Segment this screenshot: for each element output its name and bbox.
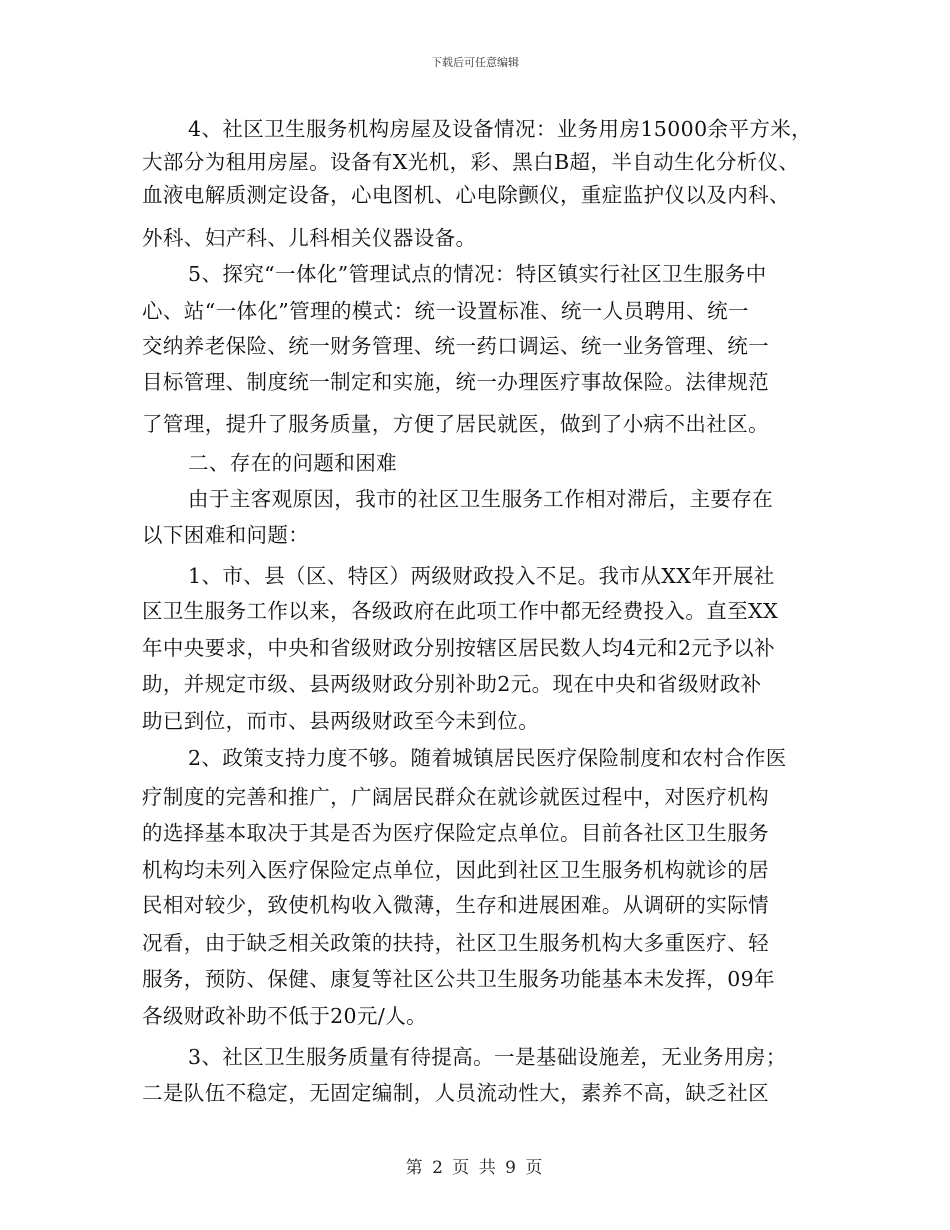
text-line: 机构均未列入医疗保险定点单位，因此到社区卫生服务机构就诊的居 [142, 858, 769, 882]
text-line: 5、探究“一体化”管理试点的情况：特区镇实行社区卫生服务中 [188, 262, 767, 286]
text-line: 助已到位，而市、县两级财政至今未到位。 [142, 709, 540, 733]
text-line: 服务，预防、保健、康复等社区公共卫生服务功能基本未发挥，09年 [142, 967, 775, 991]
text-line: 二是队伍不稳定，无固定编制，人员流动性大，素养不高，缺乏社区 [142, 1081, 769, 1105]
text-line: 3、社区卫生服务质量有待提高。一是基础设施差，无业务用房； [188, 1045, 787, 1069]
text-line: 心、站“一体化”管理的模式：统一设置标准、统一人员聘用、统一 [142, 299, 749, 323]
text-line: 民相对较少，致使机构收入微薄，生存和进展困难。从调研的实际情 [142, 893, 769, 917]
text-line: 了管理，提升了服务质量，方便了居民就医，做到了小病不出社区。 [142, 412, 769, 436]
text-line: 目标管理、制度统一制定和实施，统一办理医疗事故保险。法律规范 [142, 370, 769, 394]
text-line: 2、政策支持力度不够。随着城镇居民医疗保险制度和农村合作医 [188, 746, 787, 770]
text-line: 大部分为租用房屋。设备有X光机，彩、黑白B超，半自动生化分析仪、 [142, 150, 800, 174]
text-line: 血液电解质测定设备，心电图机、心电除颤仪，重症监护仪以及内科、 [142, 183, 790, 207]
page-footer: 第 2 页 共 9 页 [405, 1158, 545, 1178]
text-line: 外科、妇产科、儿科相关仪器设备。 [142, 226, 477, 250]
text-line: 1、市、县（区、特区）两级财政投入不足。我市从XX年开展社 [188, 564, 775, 588]
text-line: 年中央要求，中央和省级财政分别按辖区居民数人均4元和2元予以补 [142, 636, 775, 660]
text-line: 的选择基本取决于其是否为医疗保险定点单位。目前各社区卫生服务 [142, 821, 769, 845]
text-line: 疗制度的完善和推广，广阔居民群众在就诊就医过程中，对医疗机构 [142, 785, 769, 809]
text-line: 4、社区卫生服务机构房屋及设备情况：业务用房15000余平方米， [188, 117, 813, 141]
text-line: 况看，由于缺乏相关政策的扶持，社区卫生服务机构大多重医疗、轻 [142, 931, 769, 955]
text-line: 交纳养老保险、统一财务管理、统一药口调运、统一业务管理、统一 [142, 334, 769, 358]
section-heading: 二、存在的问题和困难 [188, 451, 397, 475]
text-line: 以下困难和问题： [142, 523, 310, 547]
text-line: 助，并规定市级、县两级财政分别补助2元。现在中央和省级财政补 [142, 672, 762, 696]
page-header: 下载后可任意编辑 [431, 56, 519, 69]
text-line: 各级财政补助不低于20元/人。 [142, 1004, 427, 1028]
text-line: 区卫生服务工作以来，各级政府在此项工作中都无经费投入。直至XX [142, 599, 779, 623]
text-line: 由于主客观原因，我市的社区卫生服务工作相对滞后，主要存在 [188, 487, 774, 511]
